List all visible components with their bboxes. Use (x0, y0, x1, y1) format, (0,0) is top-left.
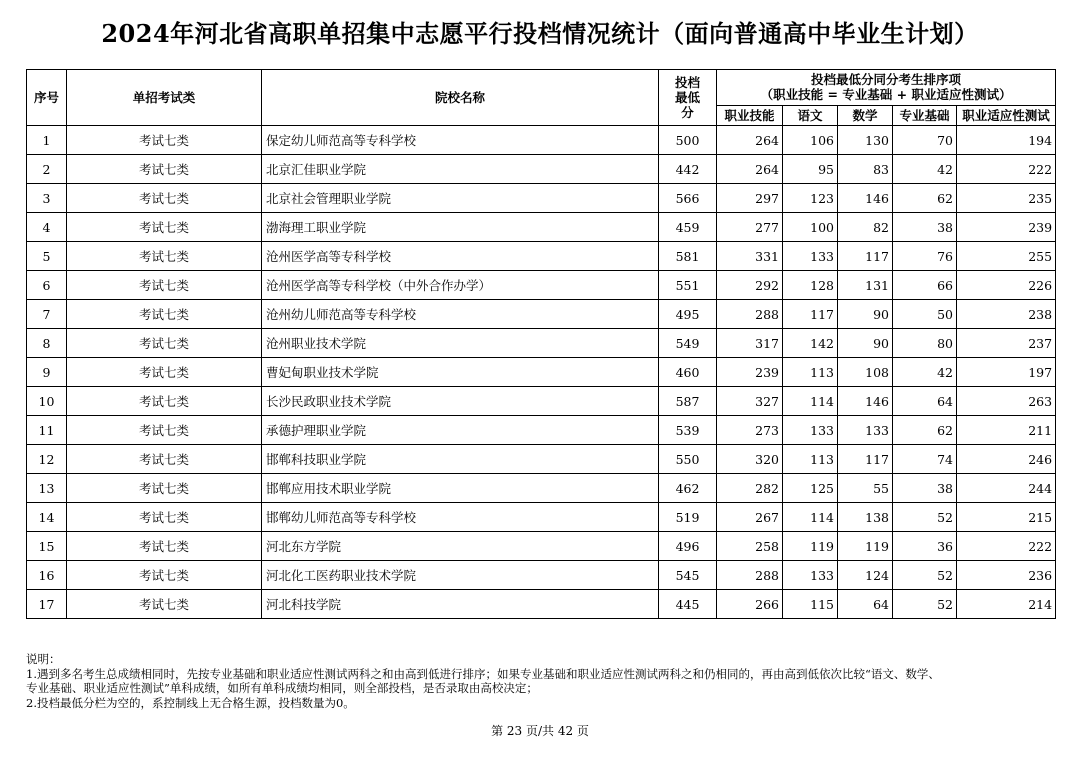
table-row (27, 126, 1056, 155)
cell-aptitude: 238 (957, 300, 1056, 329)
cell-skill: 264 (717, 155, 783, 184)
cell-category: 考试七类 (67, 445, 262, 474)
cell-aptitude: 214 (957, 590, 1056, 619)
cell-seq: 14 (27, 503, 67, 532)
admission-table (26, 69, 1056, 619)
cell-math: 138 (838, 503, 893, 532)
header-sub-aptitude: 职业适应性测试 (957, 105, 1056, 125)
cell-min-score: 462 (659, 474, 717, 503)
header-sub-basics: 专业基础 (893, 105, 957, 125)
cell-skill: 282 (717, 474, 783, 503)
cell-basics: 74 (893, 445, 957, 474)
cell-min-score: 587 (659, 387, 717, 416)
cell-chinese: 133 (783, 561, 838, 590)
cell-school: 曹妃甸职业技术学院 (262, 358, 659, 387)
cell-skill: 297 (717, 184, 783, 213)
cell-seq: 5 (27, 242, 67, 271)
cell-chinese: 106 (783, 126, 838, 155)
cell-category: 考试七类 (67, 474, 262, 503)
cell-min-score: 545 (659, 561, 717, 590)
cell-min-score: 445 (659, 590, 717, 619)
cell-chinese: 95 (783, 155, 838, 184)
cell-math: 117 (838, 242, 893, 271)
cell-math: 146 (838, 387, 893, 416)
cell-basics: 42 (893, 155, 957, 184)
cell-seq: 1 (27, 126, 67, 155)
header-sub-skill: 职业技能 (717, 105, 783, 125)
cell-min-score: 460 (659, 358, 717, 387)
cell-min-score: 442 (659, 155, 717, 184)
cell-category: 考试七类 (67, 532, 262, 561)
table-row (27, 416, 1056, 445)
cell-aptitude: 246 (957, 445, 1056, 474)
cell-basics: 70 (893, 126, 957, 155)
cell-skill: 288 (717, 561, 783, 590)
cell-category: 考试七类 (67, 126, 262, 155)
table-row (27, 474, 1056, 503)
cell-skill: 273 (717, 416, 783, 445)
page-title: 2024年河北省高职单招集中志愿平行投档情况统计（面向普通高中毕业生计划） (101, 19, 979, 48)
cell-min-score: 550 (659, 445, 717, 474)
cell-basics: 50 (893, 300, 957, 329)
header-sub-math: 数学 (838, 105, 893, 125)
cell-math: 124 (838, 561, 893, 590)
cell-skill: 288 (717, 300, 783, 329)
cell-math: 133 (838, 416, 893, 445)
cell-aptitude: 222 (957, 155, 1056, 184)
table-row (27, 155, 1056, 184)
cell-category: 考试七类 (67, 184, 262, 213)
notes-label: 说明： (26, 652, 61, 666)
header-rank-group-sub: （职业技能 = 专业基础 + 职业适应性测试） (760, 87, 1012, 103)
table-row (27, 503, 1056, 532)
cell-math: 83 (838, 155, 893, 184)
table-row (27, 445, 1056, 474)
cell-seq: 12 (27, 445, 67, 474)
table-row (27, 300, 1056, 329)
cell-min-score: 566 (659, 184, 717, 213)
header-rank-group-title: 投档最低分同分考生排序项 (811, 72, 962, 88)
cell-basics: 36 (893, 532, 957, 561)
cell-aptitude: 244 (957, 474, 1056, 503)
cell-basics: 52 (893, 590, 957, 619)
table-row (27, 184, 1056, 213)
cell-math: 55 (838, 474, 893, 503)
cell-seq: 15 (27, 532, 67, 561)
header-min-score: 投档最低分 (659, 70, 717, 126)
table-row (27, 213, 1056, 242)
cell-skill: 320 (717, 445, 783, 474)
table-row (27, 329, 1056, 358)
cell-min-score: 459 (659, 213, 717, 242)
cell-category: 考试七类 (67, 213, 262, 242)
cell-category: 考试七类 (67, 155, 262, 184)
cell-chinese: 123 (783, 184, 838, 213)
cell-school: 承德护理职业学院 (262, 416, 659, 445)
cell-category: 考试七类 (67, 358, 262, 387)
cell-seq: 3 (27, 184, 67, 213)
cell-chinese: 125 (783, 474, 838, 503)
cell-skill: 331 (717, 242, 783, 271)
header-seq: 序号 (27, 70, 67, 126)
cell-school: 沧州医学高等专科学校（中外合作办学） (262, 271, 659, 300)
table-row (27, 387, 1056, 416)
cell-math: 117 (838, 445, 893, 474)
cell-aptitude: 226 (957, 271, 1056, 300)
cell-skill: 266 (717, 590, 783, 619)
cell-basics: 52 (893, 503, 957, 532)
cell-chinese: 142 (783, 329, 838, 358)
cell-school: 沧州幼儿师范高等专科学校 (262, 300, 659, 329)
cell-school: 邯郸幼儿师范高等专科学校 (262, 503, 659, 532)
cell-seq: 6 (27, 271, 67, 300)
cell-min-score: 496 (659, 532, 717, 561)
table-row (27, 358, 1056, 387)
cell-aptitude: 222 (957, 532, 1056, 561)
cell-seq: 13 (27, 474, 67, 503)
cell-chinese: 100 (783, 213, 838, 242)
cell-basics: 66 (893, 271, 957, 300)
cell-skill: 327 (717, 387, 783, 416)
cell-skill: 258 (717, 532, 783, 561)
cell-skill: 292 (717, 271, 783, 300)
cell-min-score: 551 (659, 271, 717, 300)
cell-chinese: 114 (783, 387, 838, 416)
cell-school: 河北化工医药职业技术学院 (262, 561, 659, 590)
cell-seq: 2 (27, 155, 67, 184)
cell-aptitude: 215 (957, 503, 1056, 532)
cell-basics: 80 (893, 329, 957, 358)
notes (26, 652, 1056, 710)
cell-seq: 17 (27, 590, 67, 619)
cell-skill: 317 (717, 329, 783, 358)
cell-category: 考试七类 (67, 503, 262, 532)
cell-chinese: 128 (783, 271, 838, 300)
cell-chinese: 119 (783, 532, 838, 561)
cell-school: 邯郸科技职业学院 (262, 445, 659, 474)
cell-basics: 42 (893, 358, 957, 387)
cell-aptitude: 235 (957, 184, 1056, 213)
cell-basics: 64 (893, 387, 957, 416)
cell-category: 考试七类 (67, 387, 262, 416)
cell-basics: 38 (893, 474, 957, 503)
cell-aptitude: 197 (957, 358, 1056, 387)
cell-min-score: 549 (659, 329, 717, 358)
table-row (27, 590, 1056, 619)
cell-math: 131 (838, 271, 893, 300)
cell-school: 沧州医学高等专科学校 (262, 242, 659, 271)
cell-seq: 8 (27, 329, 67, 358)
cell-basics: 38 (893, 213, 957, 242)
table-row (27, 532, 1056, 561)
notes-line-1b: 专业基础、职业适应性测试”单科成绩，如所有单科成绩均相同，则全部投档，是否录取由高校决定； (26, 681, 538, 695)
cell-skill: 277 (717, 213, 783, 242)
cell-min-score: 539 (659, 416, 717, 445)
cell-aptitude: 239 (957, 213, 1056, 242)
cell-school: 北京汇佳职业学院 (262, 155, 659, 184)
cell-basics: 62 (893, 416, 957, 445)
cell-category: 考试七类 (67, 271, 262, 300)
page-footer: 第 23 页/共 42 页 (491, 724, 589, 738)
table-row (27, 271, 1056, 300)
cell-min-score: 500 (659, 126, 717, 155)
cell-category: 考试七类 (67, 329, 262, 358)
cell-chinese: 114 (783, 503, 838, 532)
cell-seq: 16 (27, 561, 67, 590)
cell-math: 119 (838, 532, 893, 561)
cell-school: 保定幼儿师范高等专科学校 (262, 126, 659, 155)
cell-category: 考试七类 (67, 561, 262, 590)
cell-seq: 4 (27, 213, 67, 242)
cell-school: 北京社会管理职业学院 (262, 184, 659, 213)
cell-skill: 239 (717, 358, 783, 387)
cell-school: 长沙民政职业技术学院 (262, 387, 659, 416)
cell-math: 130 (838, 126, 893, 155)
cell-min-score: 519 (659, 503, 717, 532)
cell-chinese: 113 (783, 445, 838, 474)
cell-math: 108 (838, 358, 893, 387)
cell-basics: 62 (893, 184, 957, 213)
cell-school: 河北东方学院 (262, 532, 659, 561)
cell-school: 渤海理工职业学院 (262, 213, 659, 242)
cell-math: 90 (838, 329, 893, 358)
cell-aptitude: 211 (957, 416, 1056, 445)
cell-min-score: 495 (659, 300, 717, 329)
cell-skill: 264 (717, 126, 783, 155)
cell-seq: 10 (27, 387, 67, 416)
cell-chinese: 133 (783, 242, 838, 271)
cell-skill: 267 (717, 503, 783, 532)
cell-chinese: 133 (783, 416, 838, 445)
cell-math: 64 (838, 590, 893, 619)
header-category: 单招考试类 (67, 70, 262, 126)
cell-seq: 11 (27, 416, 67, 445)
cell-school: 沧州职业技术学院 (262, 329, 659, 358)
cell-chinese: 113 (783, 358, 838, 387)
cell-aptitude: 237 (957, 329, 1056, 358)
cell-school: 河北科技学院 (262, 590, 659, 619)
cell-aptitude: 194 (957, 126, 1056, 155)
cell-category: 考试七类 (67, 590, 262, 619)
cell-seq: 7 (27, 300, 67, 329)
cell-category: 考试七类 (67, 416, 262, 445)
cell-math: 146 (838, 184, 893, 213)
cell-math: 82 (838, 213, 893, 242)
cell-aptitude: 263 (957, 387, 1056, 416)
header-sub-chinese: 语文 (783, 105, 838, 125)
notes-line-2: 2.投档最低分栏为空的，系控制线上无合格生源，投档数量为0。 (26, 695, 355, 710)
cell-chinese: 115 (783, 590, 838, 619)
cell-school: 邯郸应用技术职业学院 (262, 474, 659, 503)
cell-aptitude: 236 (957, 561, 1056, 590)
cell-basics: 52 (893, 561, 957, 590)
table-row (27, 242, 1056, 271)
cell-math: 90 (838, 300, 893, 329)
header-rank-group (717, 70, 1056, 106)
cell-seq: 9 (27, 358, 67, 387)
cell-aptitude: 255 (957, 242, 1056, 271)
cell-basics: 76 (893, 242, 957, 271)
cell-category: 考试七类 (67, 300, 262, 329)
notes-line-1a: 1.遇到多名考生总成绩相同时，先按专业基础和职业适应性测试两科之和由高到低进行排序；如果专业基础和职业适应性测试两科之和仍相同的，再由高到低依次比较“语文、数学、 (26, 666, 940, 681)
cell-min-score: 581 (659, 242, 717, 271)
cell-category: 考试七类 (67, 242, 262, 271)
table-row (27, 561, 1056, 590)
header-school: 院校名称 (262, 70, 659, 126)
cell-chinese: 117 (783, 300, 838, 329)
